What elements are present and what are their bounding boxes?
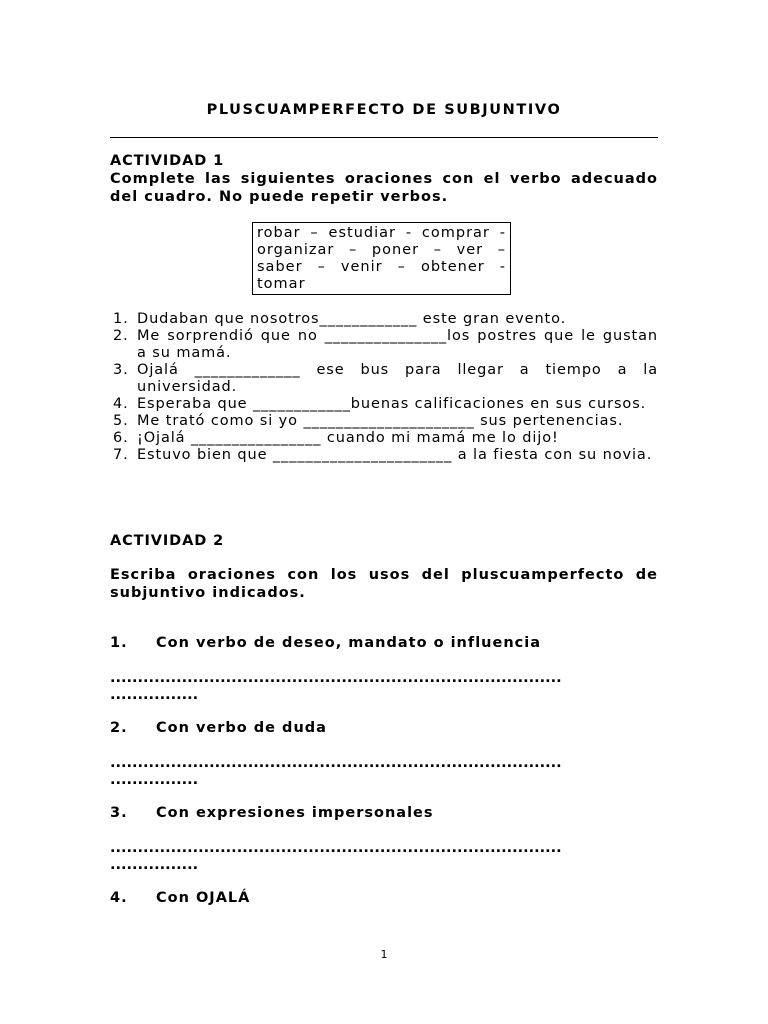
answer-line: .................................................................................. bbox=[110, 670, 562, 686]
task-number: 2. bbox=[110, 720, 128, 736]
task-number: 3. bbox=[110, 805, 128, 821]
sentence-number: 5. bbox=[113, 413, 129, 429]
activity2-heading: ACTIVIDAD 2 bbox=[110, 533, 225, 549]
verb-box: robar – estudiar - comprar - organizar – poner – ver – saber – venir – obtener - tomar bbox=[252, 222, 511, 295]
task-item bbox=[110, 634, 658, 652]
sentence-list bbox=[110, 311, 658, 464]
sentence-text: Esperaba que ____________buenas calificaciones en sus cursos. bbox=[137, 396, 647, 412]
answer-line-continuation: ................ bbox=[110, 857, 199, 873]
activity1-heading: ACTIVIDAD 1 bbox=[110, 153, 225, 169]
title-divider bbox=[110, 137, 658, 138]
task-number: 1. bbox=[110, 635, 128, 651]
sentence-item bbox=[110, 362, 658, 396]
answer-line-continuation: ................ bbox=[110, 772, 199, 788]
sentence-text: Me trató como si yo _____________________ sus pertenencias. bbox=[137, 413, 624, 429]
answer-line: .................................................................................. bbox=[110, 755, 562, 771]
sentence-text: Ojalá _____________ ese bus para llegar a tiempo a la universidad. bbox=[137, 362, 658, 395]
task-label: Con verbo de deseo, mandato o influencia bbox=[156, 635, 541, 651]
sentence-item bbox=[110, 430, 658, 447]
page-number: 1 bbox=[380, 948, 388, 961]
task-item bbox=[110, 889, 658, 907]
sentence-item bbox=[110, 447, 658, 464]
answer-line-continuation: ................ bbox=[110, 687, 199, 703]
activity2-instructions: Escriba oraciones con los usos del pluscuamperfecto de subjuntivo indicados. bbox=[110, 567, 658, 601]
sentence-text: ¡Ojalá ________________ cuando mi mamá me lo dijo! bbox=[137, 430, 559, 446]
sentence-number: 6. bbox=[113, 430, 129, 446]
sentence-number: 2. bbox=[113, 328, 129, 344]
sentence-item bbox=[110, 396, 658, 413]
task-number: 4. bbox=[110, 890, 128, 906]
sentence-item bbox=[110, 413, 658, 430]
sentence-number: 3. bbox=[113, 362, 129, 378]
sentence-number: 7. bbox=[113, 447, 129, 463]
sentence-number: 4. bbox=[113, 396, 129, 412]
task-item bbox=[110, 719, 658, 737]
sentence-number: 1. bbox=[113, 311, 129, 327]
sentence-text: Me sorprendió que no _______________los postres que le gustan a su mamá. bbox=[137, 328, 658, 361]
sentence-item bbox=[110, 328, 658, 362]
task-item bbox=[110, 804, 658, 822]
activity1-instructions: Complete las siguientes oraciones con el verbo adecuado del cuadro. No puede repetir verbos. bbox=[110, 171, 658, 205]
answer-line: .................................................................................. bbox=[110, 840, 562, 856]
task-label: Con OJALÁ bbox=[156, 890, 251, 906]
sentence-item bbox=[110, 311, 658, 328]
sentence-text: Estuvo bien que ______________________ a la fiesta con su novia. bbox=[137, 447, 653, 463]
page-title: PLUSCUAMPERFECTO DE SUBJUNTIVO bbox=[206, 102, 562, 118]
sentence-text: Dudaban que nosotros____________ este gran evento. bbox=[137, 311, 567, 327]
task-label: Con verbo de duda bbox=[156, 720, 327, 736]
task-label: Con expresiones impersonales bbox=[156, 805, 434, 821]
